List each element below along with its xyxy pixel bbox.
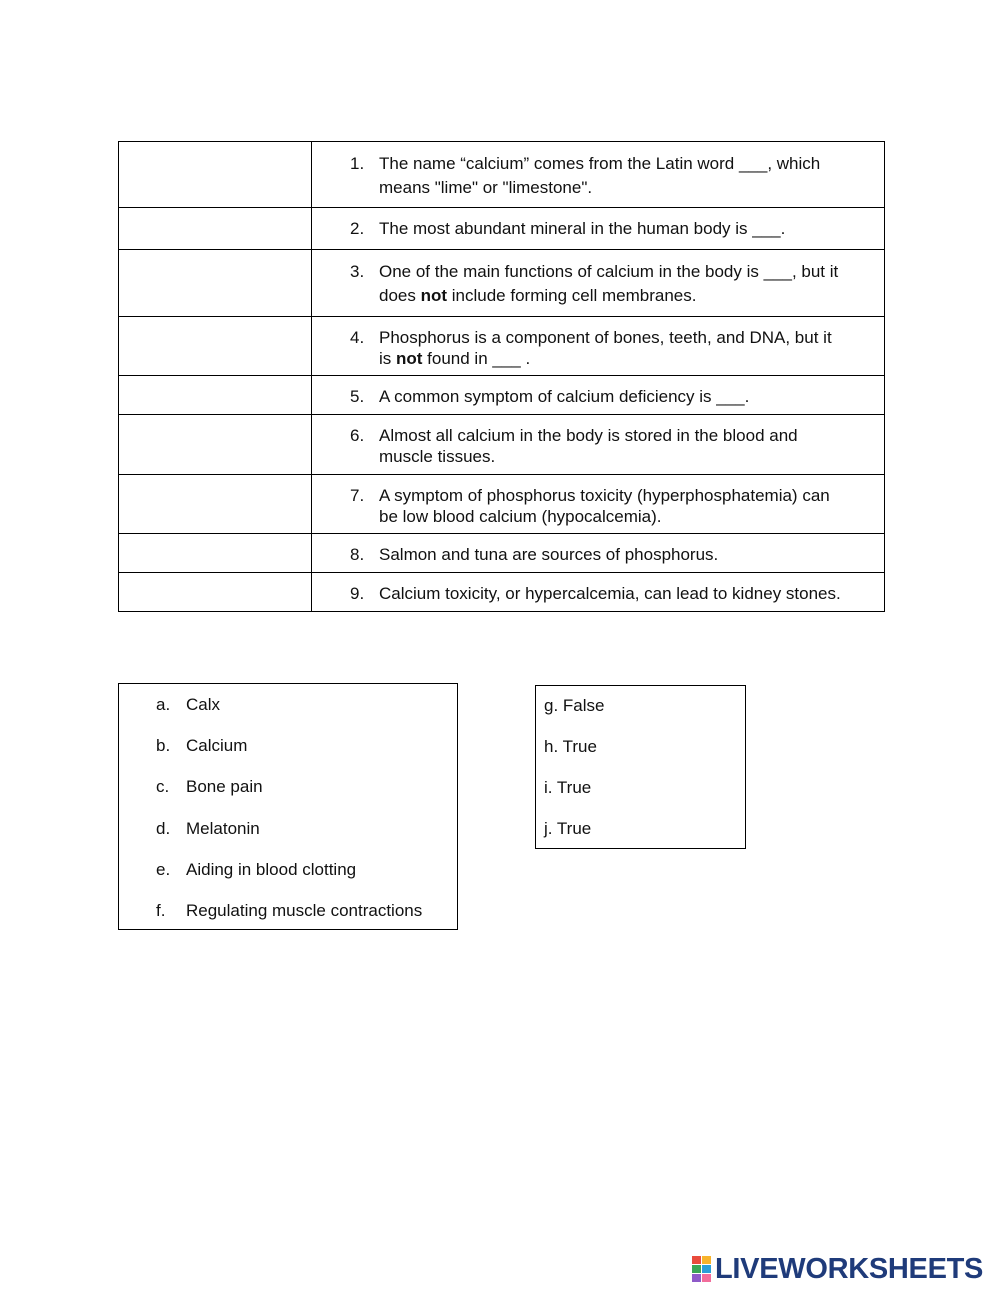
question-text-line: means "lime" or "limestone". — [379, 178, 593, 197]
answer-options-box — [118, 683, 458, 930]
question-text — [379, 425, 870, 467]
logo-square — [692, 1265, 701, 1273]
question-cell-9 — [312, 573, 885, 612]
question-number: 2. — [350, 219, 365, 238]
question-row — [119, 142, 885, 208]
question-text-bold: not — [396, 349, 423, 368]
question-text-part: found in ___ . — [422, 349, 531, 368]
true-false-options-box — [535, 685, 746, 849]
logo-square — [692, 1256, 701, 1264]
liveworksheets-logo-icon — [692, 1256, 712, 1282]
answer-option-j[interactable]: j. True — [544, 819, 592, 838]
question-cell-1 — [312, 142, 885, 208]
option-letter: c. — [156, 777, 170, 796]
answer-option-b[interactable] — [156, 736, 247, 756]
answer-option-c[interactable] — [156, 777, 263, 797]
question-row — [119, 376, 885, 415]
question-row — [119, 250, 885, 317]
question-text: The most abundant mineral in the human body is ___. — [379, 219, 786, 238]
option-text: Calx — [186, 695, 221, 714]
question-text-line: Phosphorus is a component of bones, teeth, and DNA, but it — [379, 328, 832, 347]
question-number: 4. — [350, 328, 365, 347]
question-row — [119, 317, 885, 376]
question-text: Calcium toxicity, or hypercalcemia, can lead to kidney stones. — [379, 584, 841, 603]
answer-drop-cell-2[interactable] — [119, 208, 312, 250]
answer-option-g[interactable]: g. False — [544, 696, 605, 715]
option-text: Melatonin — [186, 819, 260, 838]
question-number: 7. — [350, 486, 365, 505]
question-cell-4 — [312, 317, 885, 376]
question-cell-2 — [312, 208, 885, 250]
question-number: 8. — [350, 545, 365, 564]
question-text: A common symptom of calcium deficiency is ___. — [379, 387, 750, 406]
question-cell-8 — [312, 534, 885, 573]
question-text: Salmon and tuna are sources of phosphorus. — [379, 545, 719, 564]
question-number: 9. — [350, 584, 365, 603]
question-text-line: One of the main functions of calcium in the body is ___, but it — [379, 262, 839, 281]
option-letter: d. — [156, 819, 171, 838]
question-number: 3. — [350, 262, 365, 281]
answer-drop-cell-6[interactable] — [119, 415, 312, 475]
questions-table — [118, 141, 885, 612]
question-row — [119, 475, 885, 534]
question-cell-6 — [312, 415, 885, 475]
answer-drop-cell-8[interactable] — [119, 534, 312, 573]
option-letter: f. — [156, 901, 166, 920]
question-text — [379, 152, 870, 200]
question-row — [119, 534, 885, 573]
answer-drop-cell-4[interactable] — [119, 317, 312, 376]
question-text-line: The name “calcium” comes from the Latin word ___, which — [379, 154, 821, 173]
question-text — [379, 260, 870, 308]
logo-text: LIVEWORKSHEETS — [715, 1252, 984, 1285]
question-text-bold: not — [420, 286, 448, 305]
question-cell-7 — [312, 475, 885, 534]
answer-option-h[interactable]: h. True — [544, 737, 597, 756]
answer-drop-cell-9[interactable] — [119, 573, 312, 612]
liveworksheets-logo — [692, 1254, 983, 1284]
logo-square — [702, 1265, 711, 1273]
answer-drop-cell-1[interactable] — [119, 142, 312, 208]
option-letter: e. — [156, 860, 171, 879]
question-text — [379, 327, 870, 369]
option-letter: a. — [156, 695, 171, 714]
question-cell-3 — [312, 250, 885, 317]
question-row — [119, 208, 885, 250]
question-text-line: be low blood calcium (hypocalcemia). — [379, 507, 662, 526]
option-letter: b. — [156, 736, 171, 755]
question-number: 1. — [350, 154, 365, 173]
answer-option-d[interactable] — [156, 819, 260, 839]
question-text-line: Almost all calcium in the body is stored in the blood and — [379, 426, 798, 445]
answer-option-f[interactable] — [156, 901, 422, 921]
question-cell-5 — [312, 376, 885, 415]
question-number: 5. — [350, 387, 365, 406]
question-number: 6. — [350, 426, 365, 445]
answer-drop-cell-3[interactable] — [119, 250, 312, 317]
answer-option-i[interactable]: i. True — [544, 778, 592, 797]
question-row — [119, 415, 885, 475]
answer-option-a[interactable] — [156, 695, 220, 715]
logo-square — [692, 1274, 701, 1282]
option-text: Aiding in blood clotting — [186, 860, 357, 879]
question-text-line: muscle tissues. — [379, 447, 496, 466]
question-text — [379, 485, 870, 527]
option-text: Calcium — [186, 736, 248, 755]
option-text: Bone pain — [186, 777, 263, 796]
logo-square — [702, 1256, 711, 1264]
question-text-part: does — [379, 286, 421, 305]
answer-drop-cell-5[interactable] — [119, 376, 312, 415]
question-text-part: is — [379, 349, 396, 368]
answer-drop-cell-7[interactable] — [119, 475, 312, 534]
question-text-line: A symptom of phosphorus toxicity (hyperphosphatemia) can — [379, 486, 830, 505]
question-row — [119, 573, 885, 612]
question-text-part: include forming cell membranes. — [447, 286, 697, 305]
logo-square — [702, 1274, 711, 1282]
option-text: Regulating muscle contractions — [186, 901, 423, 920]
answer-option-e[interactable] — [156, 860, 356, 880]
